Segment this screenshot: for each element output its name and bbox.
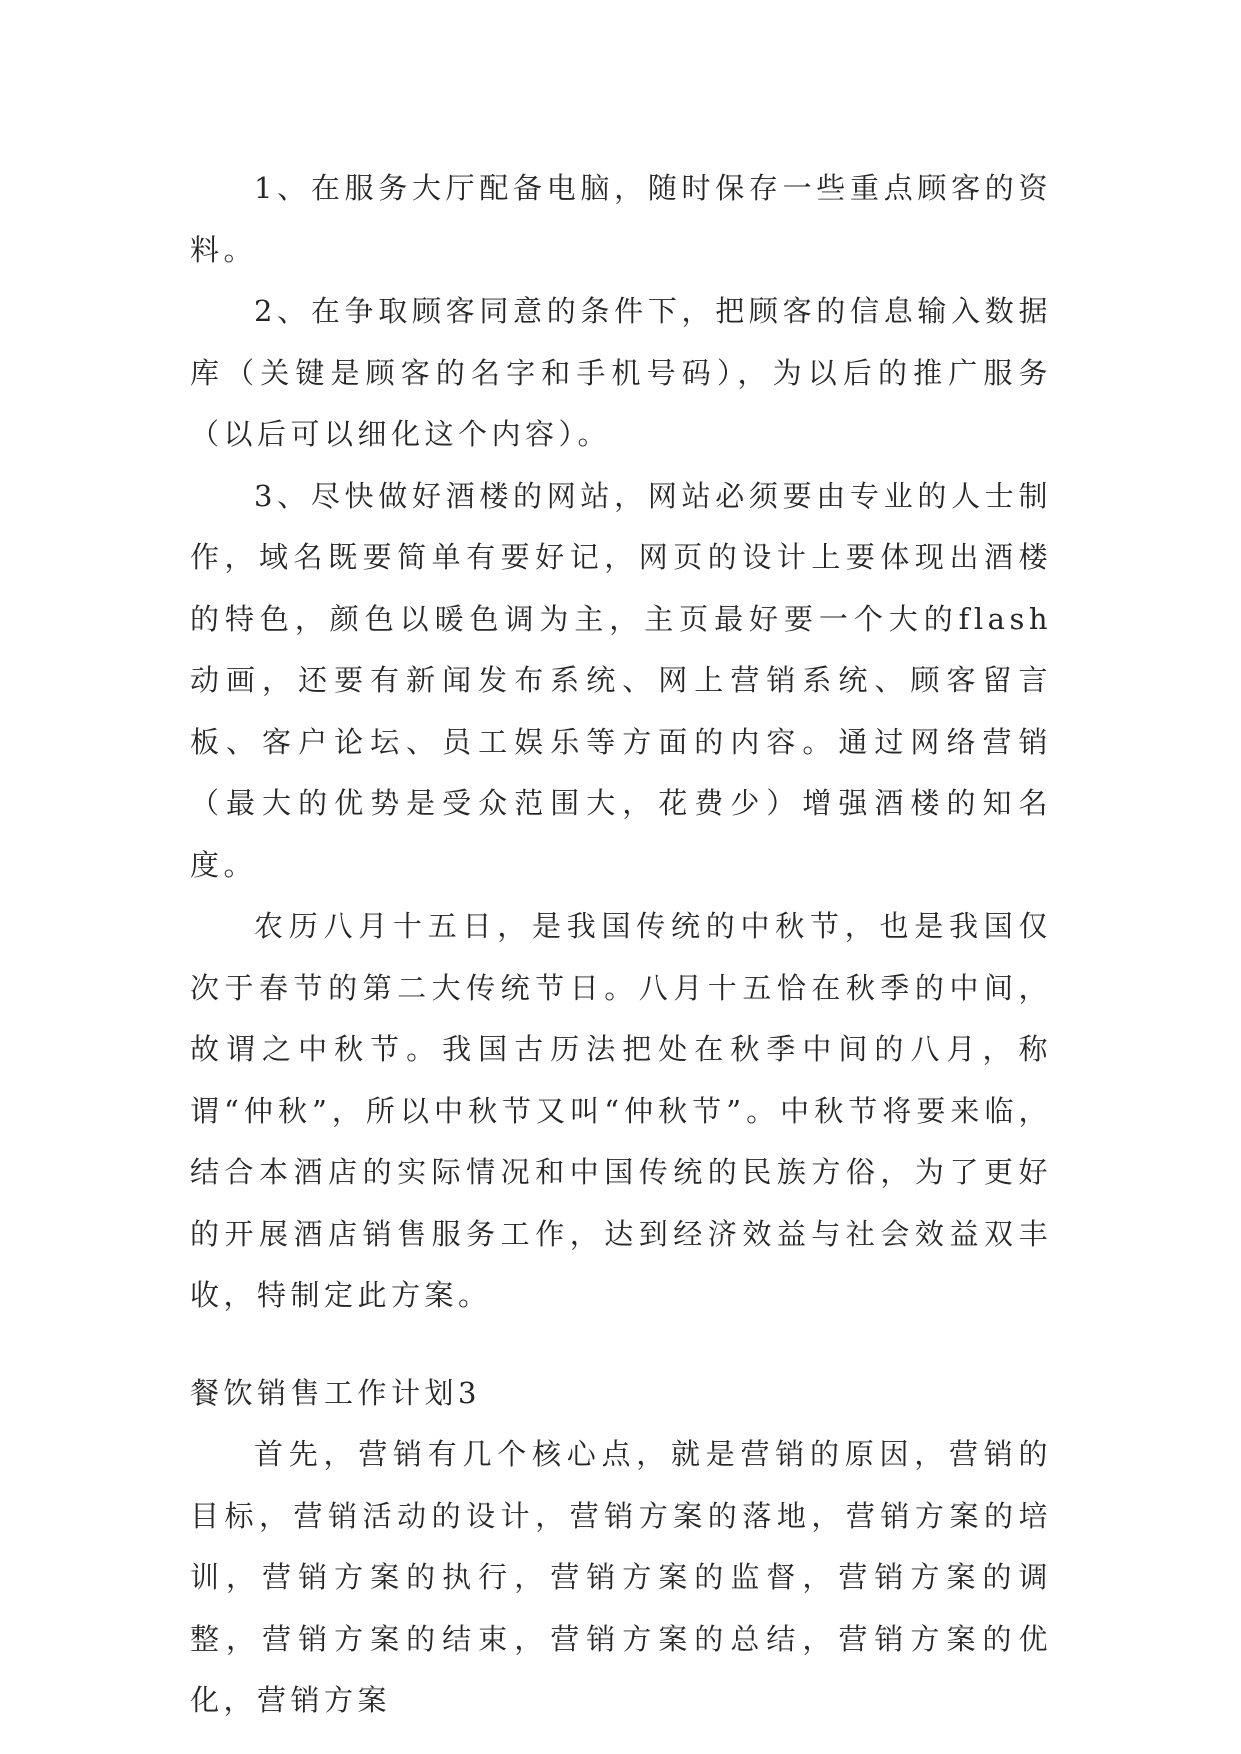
document-body xyxy=(190,158,1052,1732)
paragraph-mid-autumn: 农历八月十五日，是我国传统的中秋节，也是我国仅次于春节的第二大传统节日。八月十五恰在秋季的中间，故谓之中秋节。我国古历法把处在秋季中间的八月，称谓“仲秋”，所以中秋节又叫“仲秋节”。中秋节将要来临，结合本酒店的实际情况和中国传统的民族方俗，为了更好的开展酒店销售服务工作，达到经济效益与社会效益双丰收，特制定此方案。 xyxy=(190,909,1052,1312)
paragraph-item-3: 3、尽快做好酒楼的网站，网站必须要由专业的人士制作，域名既要简单有要好记，网页的设计上要体现出酒楼的特色，颜色以暖色调为主，主页最好要一个大的flash动画，还要有新闻发布系统、网上营销系统、顾客留言板、客户论坛、员工娱乐等方面的内容。通过网络营销（最大的优势是受众范围大，花费少）增强酒楼的知名度。 xyxy=(190,478,1052,882)
paragraph-item-1: 1、在服务大厅配备电脑，随时保存一些重点顾客的资料。 xyxy=(190,171,1052,267)
paragraph-item-2: 2、在争取顾客同意的条件下，把顾客的信息输入数据库（关键是顾客的名字和手机号码），为以后的推广服务（以后可以细化这个内容）。 xyxy=(190,294,1052,451)
section-heading: 餐饮销售工作计划3 xyxy=(190,1375,481,1410)
section-paragraph: 首先，营销有几个核心点，就是营销的原因，营销的目标，营销活动的设计，营销方案的落地，营销方案的培训，营销方案的执行，营销方案的监督，营销方案的调整，营销方案的结束，营销方案的总结，营销方案的优化，营销方案 xyxy=(190,1437,1052,1717)
